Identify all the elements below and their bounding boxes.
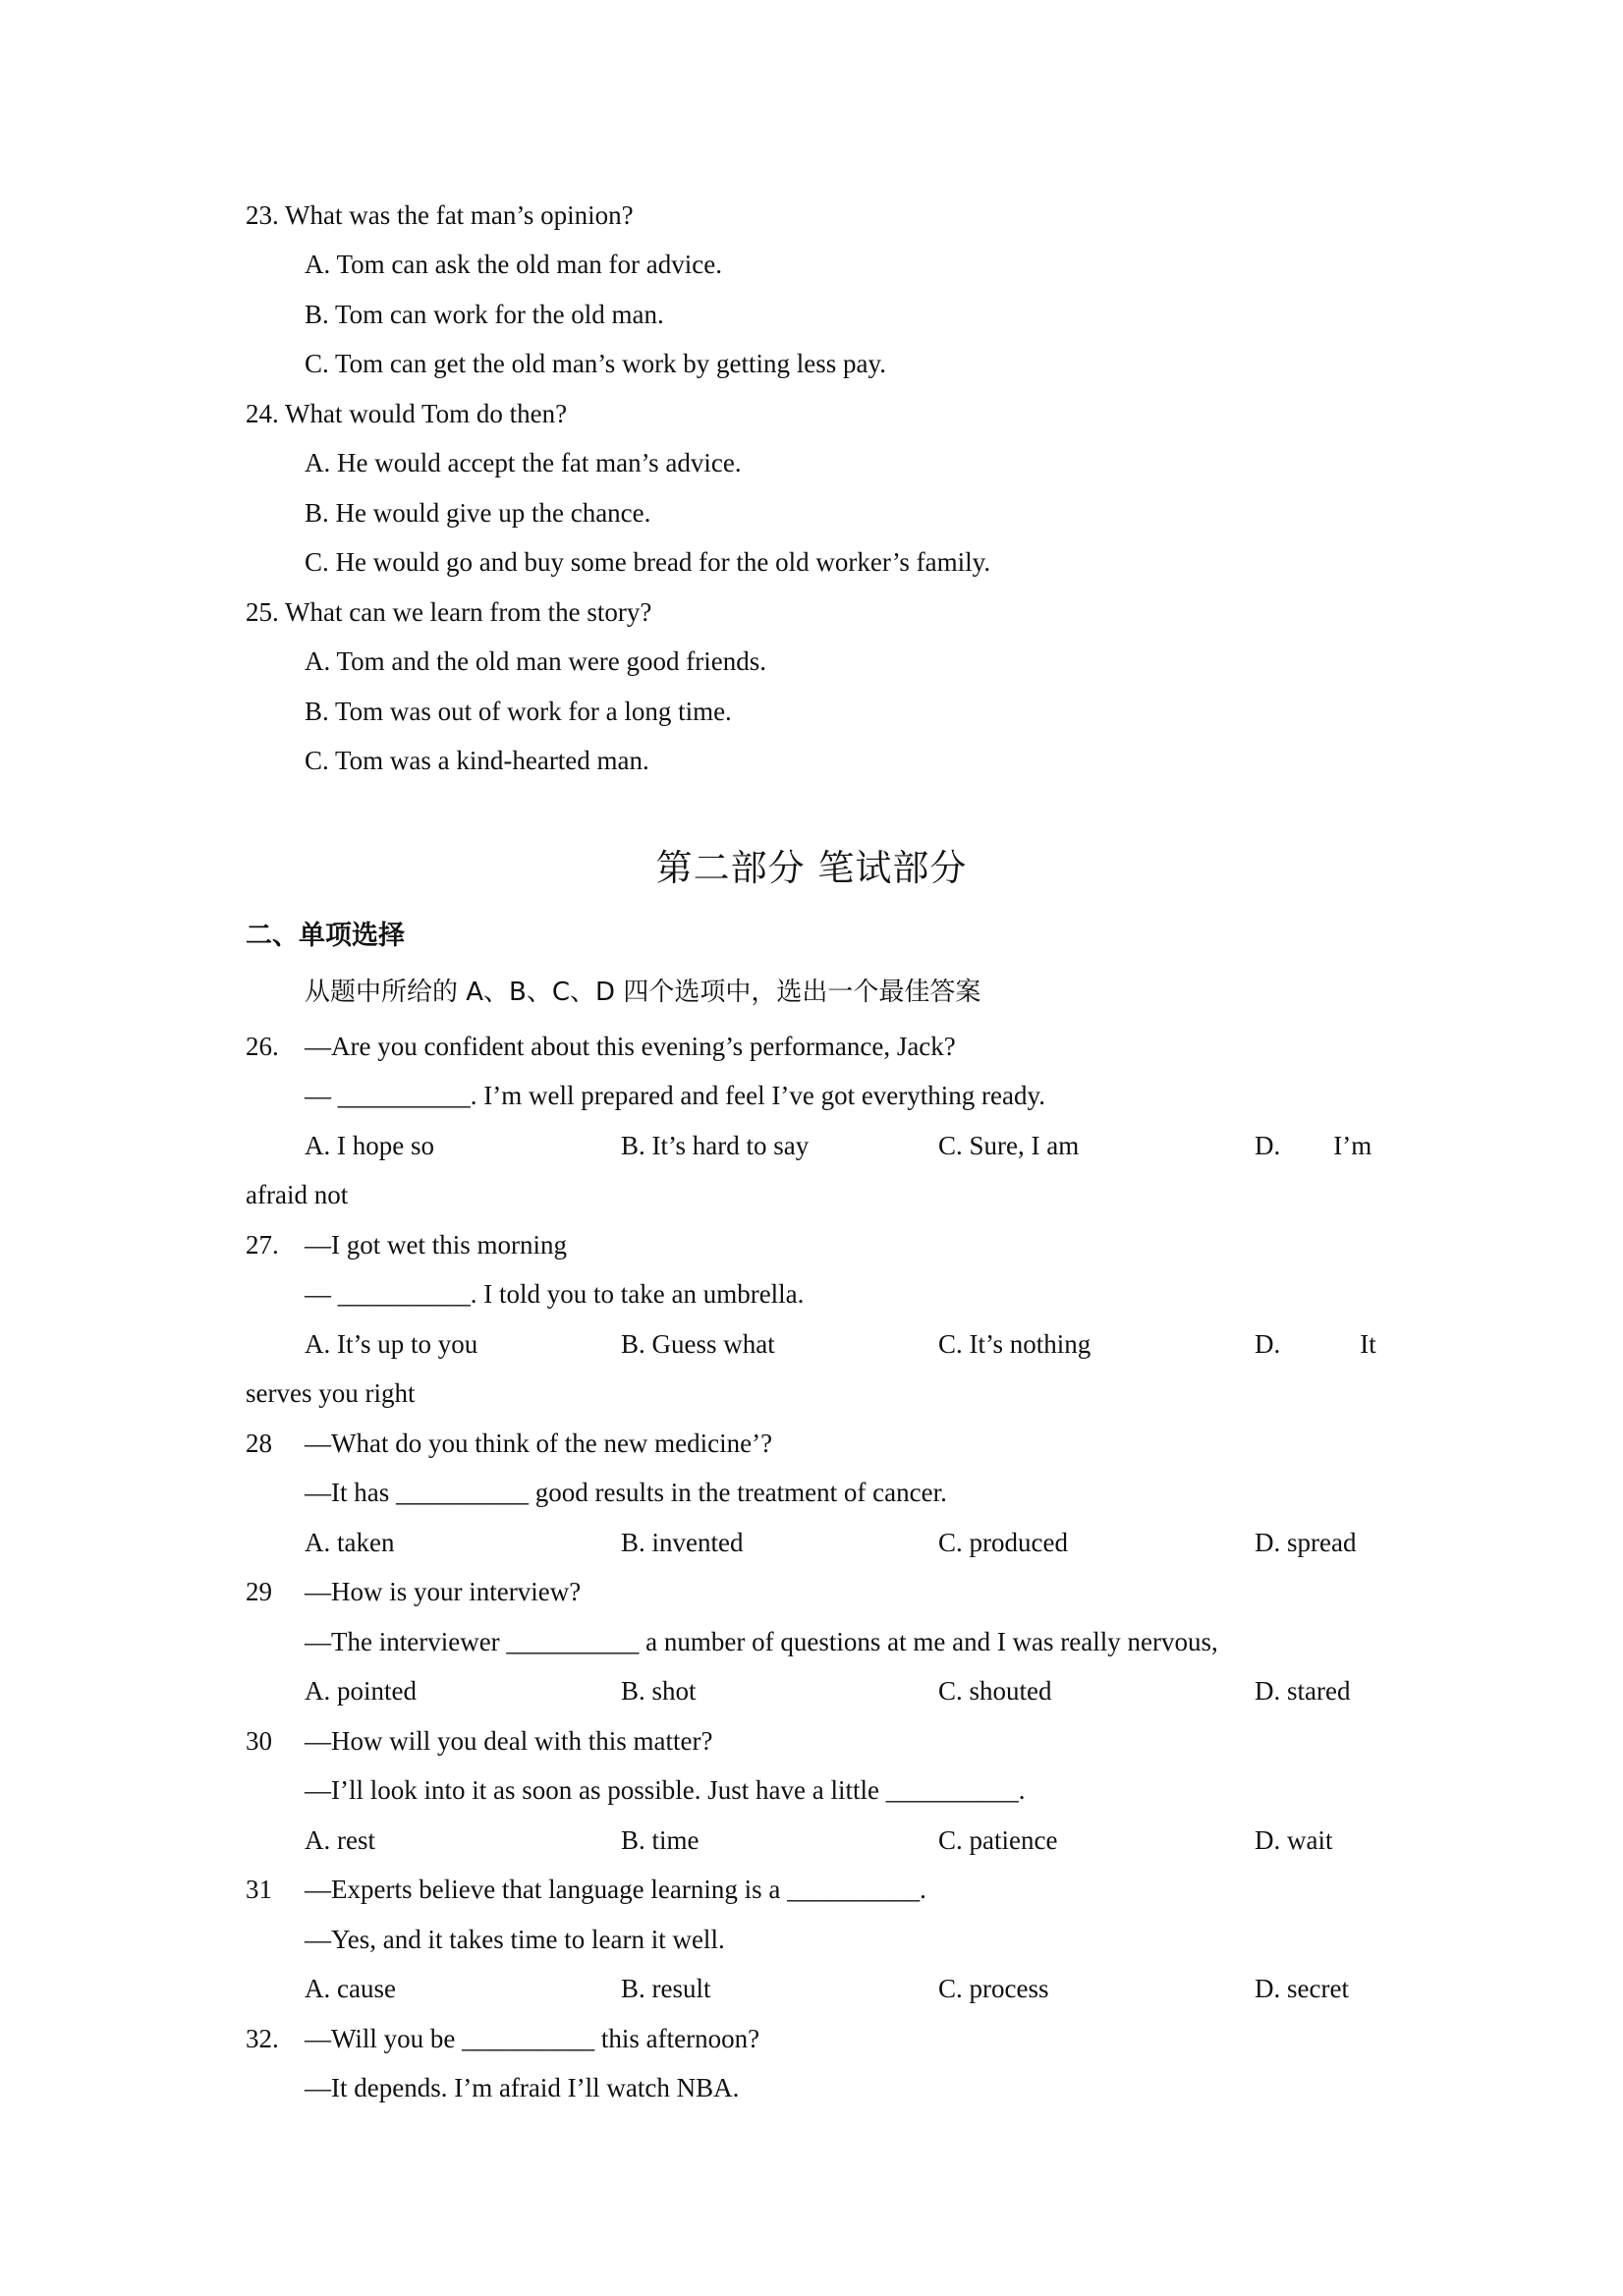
- answer-option: C. patience: [938, 1825, 1058, 1855]
- answer-option: A. cause: [305, 1974, 396, 2003]
- part-title: 第二部分 笔试部分: [655, 847, 968, 889]
- question-line: —Experts believe that language learning is a __________.: [305, 1875, 926, 1904]
- answer-option: C. It’s nothing: [938, 1329, 1091, 1359]
- answer-option: D. spread: [1255, 1528, 1357, 1557]
- question-line: — __________. I told you to take an umbrella.: [305, 1279, 805, 1309]
- question-number: 32.: [246, 2024, 279, 2053]
- question-stem: 23. What was the fat man’s opinion?: [246, 200, 634, 230]
- question-stem: 25. What can we learn from the story?: [246, 597, 652, 627]
- answer-option: B. Tom can work for the old man.: [305, 300, 664, 329]
- question-line: —How is your interview?: [305, 1577, 582, 1606]
- question-number: 29: [246, 1577, 272, 1606]
- question-line: —It depends. I’m afraid I’ll watch NBA.: [305, 2073, 740, 2102]
- section-title: 二、单项选择: [246, 921, 405, 951]
- answer-option: B. result: [621, 1974, 711, 2003]
- question-line: —How will you deal with this matter?: [305, 1726, 713, 1756]
- answer-option: D. stared: [1255, 1676, 1351, 1706]
- answer-option: B. Guess what: [621, 1329, 775, 1359]
- answer-option: D. secret: [1255, 1974, 1349, 2003]
- answer-option: C. process: [938, 1974, 1049, 2003]
- answer-option: D. It: [1255, 1329, 1376, 1359]
- question-number: 27.: [246, 1230, 279, 1260]
- question-number: 28: [246, 1428, 272, 1458]
- answer-option: B. shot: [621, 1676, 697, 1706]
- question-line: —Will you be __________ this afternoon?: [305, 2024, 760, 2053]
- question-line: — __________. I’m well prepared and feel I’ve got everything ready.: [305, 1081, 1045, 1110]
- answer-option: A. It’s up to you: [305, 1329, 478, 1359]
- option-wrap: serves you right: [246, 1378, 416, 1408]
- question-line: —The interviewer __________ a number of questions at me and I was really nervous,: [305, 1627, 1218, 1656]
- answer-option: B. invented: [621, 1528, 744, 1557]
- question-line: —Yes, and it takes time to learn it well.: [305, 1925, 725, 1954]
- answer-option: C. shouted: [938, 1676, 1052, 1706]
- answer-option: C. He would go and buy some bread for the old worker’s family.: [305, 547, 991, 577]
- question-number: 26.: [246, 1032, 279, 1061]
- question-line: —Are you confident about this evening’s performance, Jack?: [305, 1032, 956, 1061]
- question-number: 31: [246, 1875, 272, 1904]
- answer-option: A. taken: [305, 1528, 395, 1557]
- answer-option: B. He would give up the chance.: [305, 498, 651, 528]
- answer-option: D. wait: [1255, 1825, 1333, 1855]
- answer-option: D. I’m: [1255, 1131, 1372, 1160]
- answer-option: C. Tom can get the old man’s work by getting less pay.: [305, 349, 887, 378]
- answer-option: A. pointed: [305, 1676, 417, 1706]
- answer-option: C. Tom was a kind-hearted man.: [305, 746, 649, 775]
- answer-option: A. I hope so: [305, 1131, 434, 1160]
- answer-option: A. He would accept the fat man’s advice.: [305, 448, 742, 477]
- answer-option: B. It’s hard to say: [621, 1131, 810, 1160]
- question-stem: 24. What would Tom do then?: [246, 399, 568, 428]
- question-line: —It has __________ good results in the treatment of cancer.: [305, 1478, 947, 1507]
- answer-option: A. Tom and the old man were good friends.: [305, 646, 767, 676]
- question-line: —I’ll look into it as soon as possible. Just have a little __________.: [305, 1775, 1026, 1805]
- answer-option: C. Sure, I am: [938, 1131, 1080, 1160]
- question-number: 30: [246, 1726, 272, 1756]
- answer-option: B. time: [621, 1825, 700, 1855]
- answer-option: B. Tom was out of work for a long time.: [305, 697, 732, 726]
- answer-option: A. Tom can ask the old man for advice.: [305, 250, 722, 279]
- answer-option: A. rest: [305, 1825, 375, 1855]
- option-wrap: afraid not: [246, 1180, 349, 1209]
- question-line: —What do you think of the new medicine’?: [305, 1428, 773, 1458]
- answer-option: C. produced: [938, 1528, 1068, 1557]
- question-line: —I got wet this morning: [305, 1230, 567, 1260]
- section-instruction: 从题中所给的 A、B、C、D 四个选项中，选出一个最佳答案: [305, 978, 981, 1007]
